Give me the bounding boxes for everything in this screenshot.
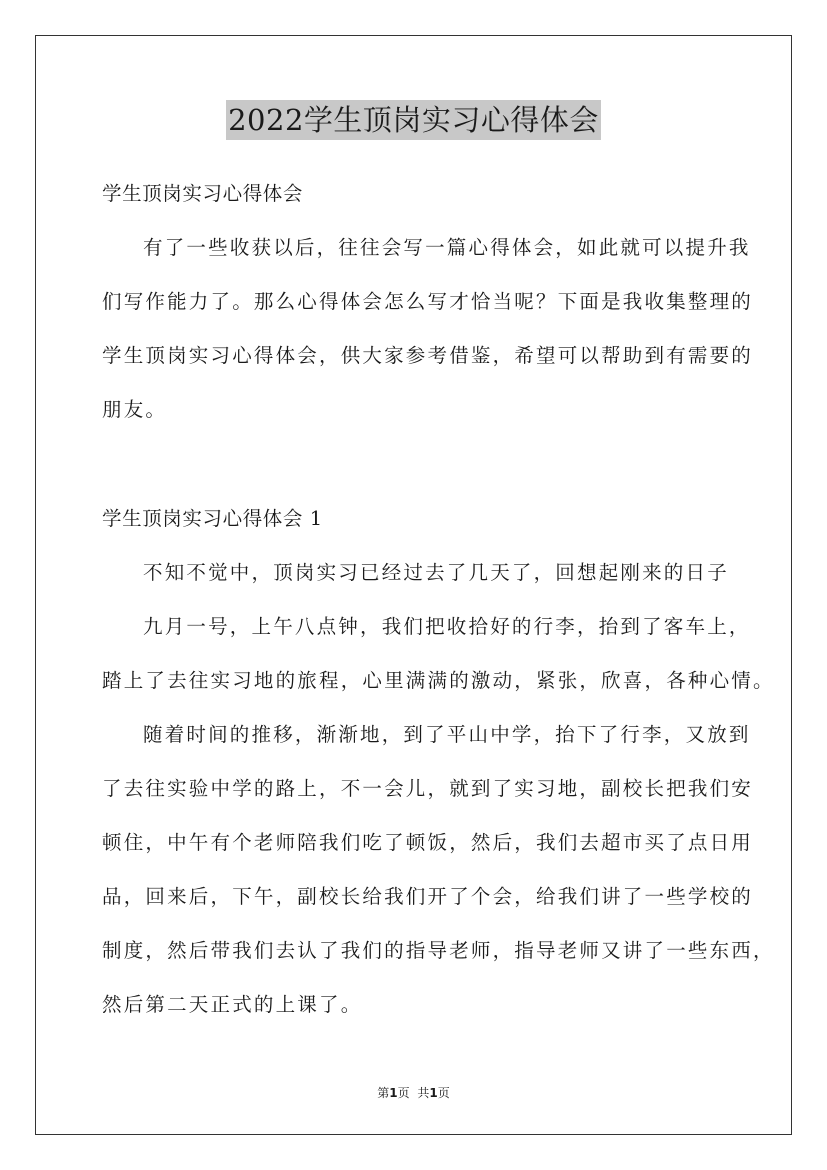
body-line-6: 顿住，中午有个老师陪我们吃了顿饭，然后，我们去超市买了点日用 — [102, 831, 754, 854]
footer-page-number: 1 — [389, 1086, 398, 1100]
section-1-heading: 学生顶岗实习心得体会 1 — [102, 507, 323, 530]
document-title: 2022学生顶岗实习心得体会 — [226, 100, 601, 140]
intro-line-1: 有了一些收获以后，往往会写一篇心得体会，如此就可以提升我 — [143, 236, 751, 259]
intro-heading: 学生顶岗实习心得体会 — [102, 182, 304, 205]
body-line-5: 了去往实验中学的路上，不一会儿，就到了实习地，副校长把我们安 — [102, 777, 754, 800]
title-container — [0, 100, 827, 140]
body-line-9: 然后第二天正式的上课了。 — [102, 993, 363, 1016]
body-line-2: 九月一号，上午八点钟，我们把收拾好的行李，抬到了客车上， — [143, 615, 751, 638]
footer-total-suffix: 页 — [437, 1086, 450, 1100]
intro-line-2: 们写作能力了。那么心得体会怎么写才恰当呢？下面是我收集整理的 — [102, 290, 754, 313]
page-footer — [0, 1085, 827, 1101]
footer-total-number: 1 — [429, 1086, 438, 1100]
body-line-3: 踏上了去往实习地的旅程，心里满满的激动，紧张，欣喜，各种心情。 — [102, 669, 775, 692]
body-line-1: 不知不觉中，顶岗实习已经过去了几天了，回想起刚来的日子 — [143, 561, 729, 584]
footer-page-suffix: 页 — [397, 1086, 410, 1100]
intro-line-3: 学生顶岗实习心得体会，供大家参考借鉴，希望可以帮助到有需要的 — [102, 344, 754, 367]
body-line-4: 随着时间的推移，渐渐地，到了平山中学，抬下了行李，又放到 — [143, 723, 751, 746]
body-line-8: 制度，然后带我们去认了我们的指导老师，指导老师又讲了一些东西， — [102, 939, 775, 962]
body-line-7: 品，回来后，下午，副校长给我们开了个会，给我们讲了一些学校的 — [102, 885, 754, 908]
intro-line-4: 朋友。 — [102, 398, 168, 421]
footer-page-prefix: 第 — [377, 1086, 390, 1100]
footer-total-prefix: 共 — [417, 1086, 430, 1100]
